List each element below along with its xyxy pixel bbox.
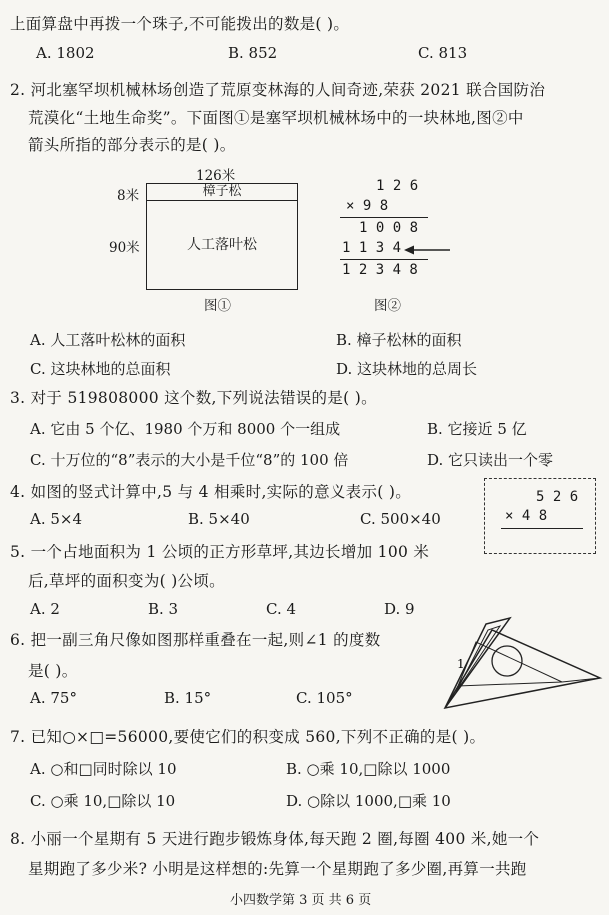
q1-option-c[interactable]: C. 813 <box>418 44 468 62</box>
fig1-forest-rect <box>146 183 298 290</box>
q7-option-c[interactable]: C. ○乘 10,□除以 10 <box>30 792 176 810</box>
fig2-line-2 <box>340 259 428 260</box>
q1-option-b[interactable]: B. 852 <box>228 44 278 62</box>
q4-figure-box <box>484 478 596 554</box>
fig1-width-label: 126米 <box>196 168 236 184</box>
q6-stem-line1: 6. 把一副三角尺像如图那样重叠在一起,则∠1 的度数 <box>10 631 381 649</box>
q2-stem-line1: 2. 河北塞罕坝机械林场创造了荒原变林海的人间奇迹,荣获 2021 联合国防治 <box>10 81 546 99</box>
fig2-row-3: 1 0 0 8 <box>359 220 419 236</box>
q7-option-b[interactable]: B. ○乘 10,□除以 1000 <box>286 760 451 778</box>
fig1-caption: 图① <box>204 298 231 314</box>
q8-stem-line2: 星期跑了多少米? 小明是这样想的:先算一个星期跑了多少圈,再算一共跑 <box>28 860 527 878</box>
fig2-row-5: 1 2 3 4 8 <box>342 262 418 278</box>
fig1-body-label: 人工落叶松 <box>187 237 257 253</box>
q6-stem-line2: 是( )。 <box>28 662 78 680</box>
q1-option-a[interactable]: A. 1802 <box>36 44 95 62</box>
q5-option-a[interactable]: A. 2 <box>30 600 60 618</box>
triangle-rulers-figure <box>440 612 605 712</box>
q6-option-b[interactable]: B. 15° <box>164 689 212 707</box>
q8-stem-line1: 8. 小丽一个星期有 5 天进行跑步锻炼身体,每天跑 2 圈,每圈 400 米,她一个 <box>10 830 540 848</box>
q4-fig-top: 5 2 6 <box>536 489 579 505</box>
q7-option-d[interactable]: D. ○除以 1000,□乘 10 <box>286 792 451 810</box>
q2-option-a[interactable]: A. 人工落叶松林的面积 <box>30 331 186 349</box>
fig1-body-height-label: 90米 <box>109 240 140 256</box>
fig2-caption: 图② <box>374 298 401 314</box>
fig2-row-4: 1 1 3 4 <box>342 240 402 256</box>
angle-1-label: 1 <box>457 657 465 671</box>
fig2-line-1 <box>340 217 428 218</box>
fig1-strip-divider <box>147 200 297 201</box>
q4-stem: 4. 如图的竖式计算中,5 与 4 相乘时,实际的意义表示( )。 <box>10 483 411 501</box>
fig1-strip-label: 樟子松 <box>202 184 242 199</box>
q3-option-c[interactable]: C. 十万位的“8”表示的大小是千位“8”的 100 倍 <box>30 451 349 469</box>
fig1-strip-height-label: 8米 <box>117 188 140 204</box>
q4-option-a[interactable]: A. 5×4 <box>30 510 83 528</box>
page-footer: 小四数学第 3 页 共 6 页 <box>230 893 372 908</box>
q3-option-b[interactable]: B. 它接近 5 亿 <box>427 420 527 438</box>
q4-fig-bottom: × 4 8 <box>505 508 548 524</box>
fig2-row-2: × 9 8 <box>346 198 389 214</box>
q6-option-a[interactable]: A. 75° <box>30 689 77 707</box>
triangle-ruler-small <box>445 618 510 708</box>
q2-option-b[interactable]: B. 樟子松林的面积 <box>336 331 462 349</box>
q2-stem-line3: 箭头所指的部分表示的是( )。 <box>28 136 236 154</box>
q3-option-d[interactable]: D. 它只读出一个零 <box>427 451 554 469</box>
q4-option-c[interactable]: C. 500×40 <box>360 510 441 528</box>
q5-option-d[interactable]: D. 9 <box>384 600 415 618</box>
q2-option-c[interactable]: C. 这块林地的总面积 <box>30 360 171 378</box>
q5-option-b[interactable]: B. 3 <box>148 600 179 618</box>
q5-stem-line2: 后,草坪的面积变为( )公顷。 <box>28 572 225 590</box>
q5-stem-line1: 5. 一个占地面积为 1 公顷的正方形草坪,其边长增加 100 米 <box>10 543 430 561</box>
fig2-row-1: 1 2 6 <box>376 178 419 194</box>
q4-fig-line <box>501 528 583 529</box>
q7-option-a[interactable]: A. ○和□同时除以 10 <box>30 760 177 778</box>
arrow-left-icon <box>404 244 452 256</box>
q5-option-c[interactable]: C. 4 <box>266 600 297 618</box>
q6-option-c[interactable]: C. 105° <box>296 689 353 707</box>
q3-stem: 3. 对于 519808000 这个数,下列说法错误的是( )。 <box>10 389 377 407</box>
q7-stem: 7. 已知○×□=56000,要使它们的积变成 560,下列不正确的是( )。 <box>10 728 486 746</box>
q1-stem: 上面算盘中再拨一个珠子,不可能拨出的数是( )。 <box>10 15 350 33</box>
q3-option-a[interactable]: A. 它由 5 个亿、1980 个万和 8000 个一组成 <box>30 420 341 438</box>
q2-option-d[interactable]: D. 这块林地的总周长 <box>336 360 478 378</box>
q2-stem-line2: 荒漠化“土地生命奖”。下面图①是塞罕坝机械林场中的一块林地,图②中 <box>28 109 524 127</box>
q4-option-b[interactable]: B. 5×40 <box>188 510 250 528</box>
